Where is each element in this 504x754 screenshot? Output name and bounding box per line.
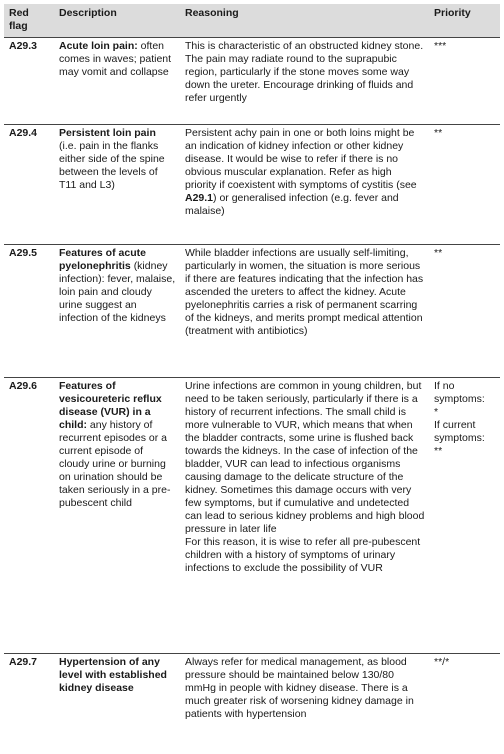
header-reasoning: Reasoning bbox=[180, 4, 429, 38]
red-flag-table bbox=[4, 4, 500, 738]
table-row bbox=[4, 245, 500, 378]
description-cell bbox=[54, 378, 180, 654]
header-description: Description bbox=[54, 4, 180, 38]
red-flag-id: A29.3 bbox=[9, 40, 38, 52]
table-row bbox=[4, 654, 500, 738]
description-cell bbox=[54, 245, 180, 378]
priority-cell: **/* bbox=[429, 654, 500, 738]
header-priority: Priority bbox=[429, 4, 500, 38]
reasoning-cell bbox=[180, 378, 429, 654]
description-title: Hypertension of any level with established kidney disease bbox=[54, 654, 180, 738]
priority-cell: ** bbox=[429, 125, 500, 245]
reasoning-text: Persistent achy pain in one or both loins might be an indication of kidney infection or other kidney disease. It would be wise to refer if there is no obvious muscular explanation. Refer as high priority if coexistent with symptoms of cystitis (see bbox=[185, 127, 417, 191]
red-flag-id: A29.4 bbox=[4, 125, 54, 245]
reasoning-text: ) or generalised infection (e.g. fever and malaise) bbox=[185, 192, 399, 217]
description-text: (i.e. pain in the flanks either side of the spine between the levels of T11 and L3) bbox=[59, 140, 165, 191]
description-text: often comes in waves; patient may vomit and collapse bbox=[59, 40, 172, 78]
description-title: Persistent loin pain bbox=[59, 127, 156, 139]
cross-reference: A29.1 bbox=[185, 192, 214, 204]
reasoning-paragraph: Urine infections are common in young children, but need to be taken seriously, particularly if there is a history of recurrent infections. The small child is more vulnerable to VUR, which means that when the bladder contracts, some urine is flushed back towards the kidneys. In the case of infection of the bladder, VUR can lead to infectious organisms causing damage to the delicate structure of the kidney. Sometimes this damage occurs with very few symptoms, but if cumulative and undetected can lead to serious kidney problems and high blood pressure in later life bbox=[185, 380, 425, 535]
priority-cell bbox=[429, 378, 500, 654]
description-text: any history of recurrent episodes or a current episode of cloudy urine or burning on urination should be taken seriously in a pre-pubescent child bbox=[59, 419, 171, 509]
reasoning-cell: While bladder infections are usually self-limiting, particularly in women, the situation is more serious if there are features indicating that the infection has ascended the ureters to affect the kidney. Acute pyelonephritis carries a risk of permanent scarring of the kidneys, and merits prompt medical attention (treatment with antibiotics) bbox=[180, 245, 429, 378]
priority-cell: ** bbox=[429, 245, 500, 378]
reasoning-cell: This is characteristic of an obstructed kidney stone. The pain may radiate round to the suprapubic region, particularly if the stone moves some way down the ureter. Encourage drinking of fluids and refer urgently bbox=[185, 40, 424, 104]
priority-condition-label: If current symptoms: bbox=[434, 419, 485, 444]
description-title: Features of vesicoureteric reflux disease (VUR) in a child: bbox=[59, 380, 162, 431]
red-flag-id: A29.7 bbox=[4, 654, 54, 738]
description-title: Features of acute pyelonephritis bbox=[59, 247, 146, 272]
table-row bbox=[4, 38, 500, 125]
reasoning-cell bbox=[180, 125, 429, 245]
table-header-row bbox=[4, 4, 500, 38]
priority-cell: *** bbox=[434, 40, 447, 52]
red-flag-id: A29.6 bbox=[4, 378, 54, 654]
description-cell bbox=[54, 38, 180, 125]
reasoning-cell: Always refer for medical management, as blood pressure should be maintained below 130/80 mmHg in people with kidney disease. There is a much greater risk of worsening kidney damage in patients with hypertension bbox=[180, 654, 429, 738]
priority-value: ** bbox=[434, 445, 443, 457]
table-row bbox=[4, 125, 500, 245]
reasoning-paragraph: For this reason, it is wise to refer all pre-pubescent children with a history of symptoms of urinary infections to exclude the possibility of VUR bbox=[185, 536, 421, 574]
red-flag-id: A29.5 bbox=[4, 245, 54, 378]
priority-value: * bbox=[434, 406, 439, 418]
description-text: (kidney infection): fever, malaise, loin pain and cloudy urine suggest an infection of the kidneys bbox=[59, 260, 176, 324]
header-red-flag: Red flag bbox=[4, 4, 54, 38]
description-title: Acute loin pain: bbox=[59, 40, 138, 52]
table-row bbox=[4, 378, 500, 654]
priority-condition-label: If no symptoms: bbox=[434, 380, 485, 405]
description-cell bbox=[54, 125, 180, 245]
